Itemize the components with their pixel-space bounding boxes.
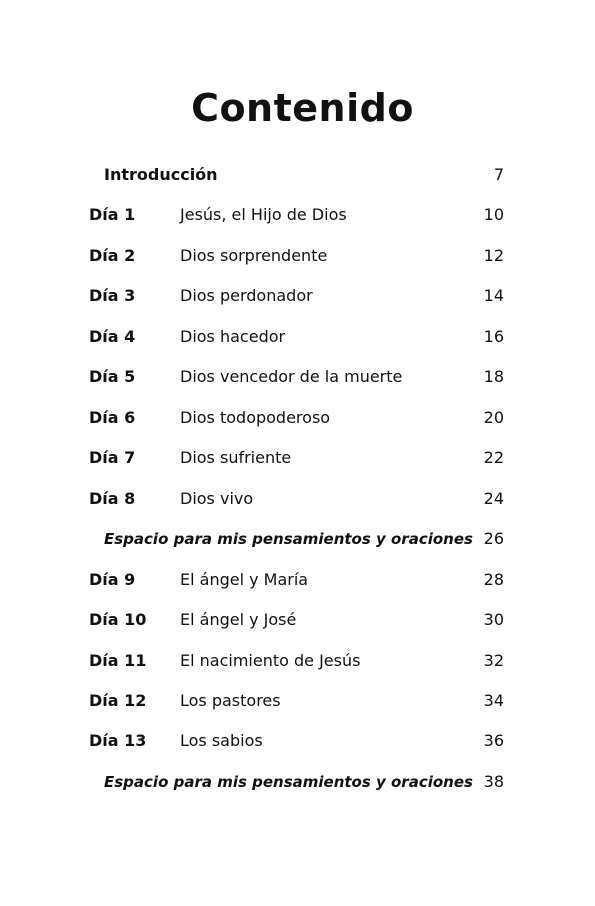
toc-row [0,364,595,390]
toc-entry-title: Dios sorprendente [180,246,328,265]
toc-row [0,202,595,228]
toc-day-label: Día 11 [89,651,147,670]
toc-entry-title: Dios vencedor de la muerte [180,367,403,386]
toc-row [0,283,595,309]
toc-page-number: 32 [483,651,504,670]
toc-row-notes-space [0,526,595,552]
toc-page-number: 12 [483,246,504,265]
toc-row-introduction [0,162,595,188]
page-title: Contenido [191,86,414,130]
toc-entry-title: El nacimiento de Jesús [180,651,361,670]
toc-entry-title: Dios vivo [180,489,254,508]
toc-row [0,688,595,714]
toc-page-number: 14 [483,286,504,305]
toc-row [0,324,595,350]
toc-entry-title: El ángel y José [180,610,297,629]
toc-day-label: Día 7 [89,448,136,467]
toc-day-label: Día 8 [89,489,136,508]
toc-entry-title: Los pastores [180,691,281,710]
toc-row [0,405,595,431]
toc-day-label: Día 1 [89,205,136,224]
toc-day-label: Día 10 [89,610,147,629]
toc-row-notes-space [0,769,595,795]
toc-entry-title: Dios hacedor [180,327,286,346]
toc-row [0,243,595,269]
toc-page-number: 36 [483,731,504,750]
toc-page-number: 26 [483,529,504,548]
toc-page-number: 38 [483,772,504,791]
toc-section-label: Introducción [104,165,218,184]
toc-row [0,728,595,754]
toc-entry-title: Jesús, el Hijo de Dios [180,205,347,224]
toc-page-number: 20 [483,408,504,427]
toc-day-label: Día 5 [89,367,136,386]
toc-day-label: Día 2 [89,246,136,265]
toc-page-number: 24 [483,489,504,508]
toc-page-number: 22 [483,448,504,467]
toc-page-number: 7 [493,165,504,184]
toc-day-label: Día 3 [89,286,136,305]
toc-day-label: Día 4 [89,327,136,346]
toc-section-label: Espacio para mis pensamientos y oraciones [104,530,473,548]
toc-day-label: Día 12 [89,691,147,710]
toc-page-number: 30 [483,610,504,629]
toc-entry-title: El ángel y María [180,570,309,589]
toc-entry-title: Los sabios [180,731,263,750]
toc-row [0,445,595,471]
toc-day-label: Día 6 [89,408,136,427]
toc-page-number: 28 [483,570,504,589]
toc-row [0,486,595,512]
toc-page-number: 16 [483,327,504,346]
toc-entry-title: Dios todopoderoso [180,408,331,427]
toc-row [0,607,595,633]
toc-day-label: Día 13 [89,731,147,750]
toc-section-label: Espacio para mis pensamientos y oraciones [104,773,473,791]
toc-row [0,648,595,674]
toc-row [0,567,595,593]
toc-entry-title: Dios sufriente [180,448,292,467]
toc-entry-title: Dios perdonador [180,286,313,305]
toc-page-number: 10 [483,205,504,224]
toc-page-number: 18 [483,367,504,386]
toc-day-label: Día 9 [89,570,136,589]
toc-page-number: 34 [483,691,504,710]
